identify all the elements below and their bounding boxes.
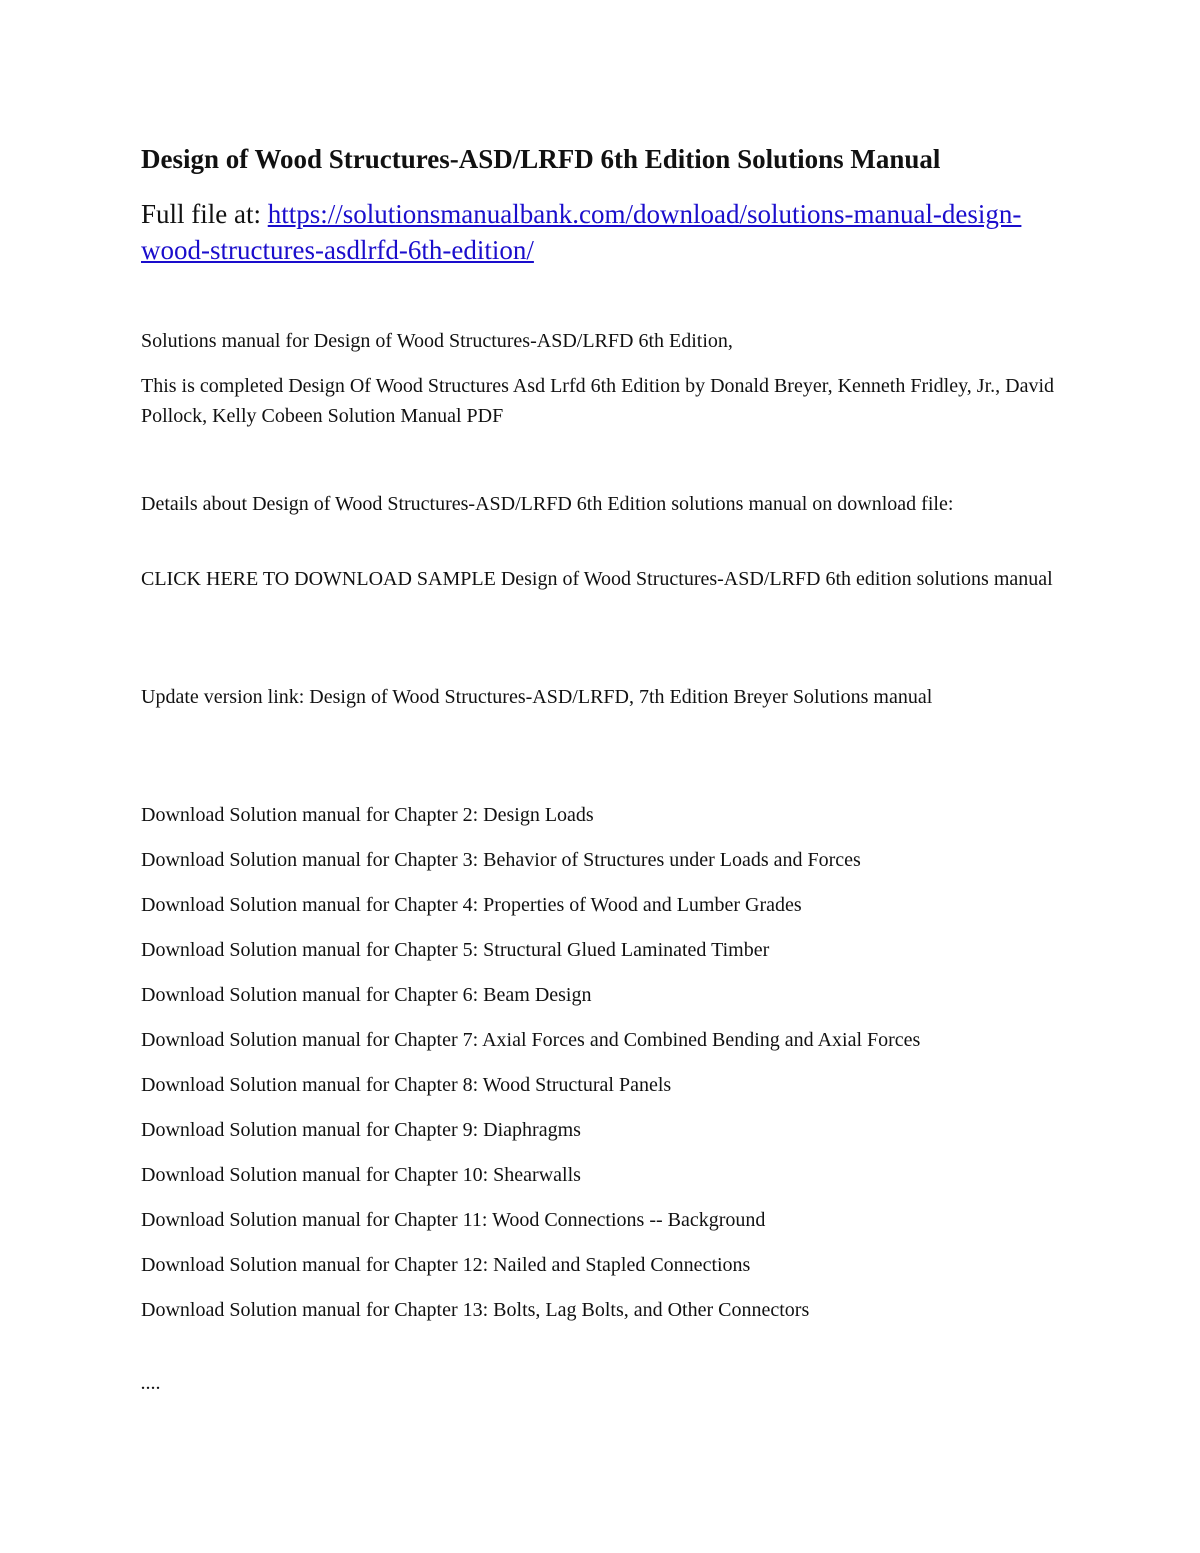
- chapter-link[interactable]: Download Solution manual for Chapter 5: Structural Glued Laminated Timber: [141, 939, 770, 961]
- chapter-link[interactable]: Download Solution manual for Chapter 7: Axial Forces and Combined Bending and Axial Forces: [141, 1029, 921, 1051]
- chapter-link[interactable]: Download Solution manual for Chapter 8: Wood Structural Panels: [141, 1074, 672, 1096]
- chapter-link[interactable]: Download Solution manual for Chapter 9: Diaphragms: [141, 1119, 581, 1141]
- completed-paragraph: This is completed Design Of Wood Structures Asd Lrfd 6th Edition by Donald Breyer, Kenneth Fridley, Jr., David Pollock, Kelly Cobeen Solution Manual PDF: [141, 375, 1055, 427]
- details-paragraph: Details about Design of Wood Structures-ASD/LRFD 6th Edition solutions manual on download file:: [141, 493, 954, 515]
- chapter-list: [141, 800, 1071, 1340]
- full-file-label: Full file at:: [141, 199, 268, 229]
- chapter-link[interactable]: Download Solution manual for Chapter 12: Nailed and Stapled Connections: [141, 1254, 751, 1276]
- download-sample-link[interactable]: CLICK HERE TO DOWNLOAD SAMPLE Design of Wood Structures-ASD/LRFD 6th edition solutions manual: [141, 568, 1053, 590]
- chapter-link[interactable]: Download Solution manual for Chapter 3: Behavior of Structures under Loads and Forces: [141, 849, 861, 871]
- chapter-link[interactable]: Download Solution manual for Chapter 2: Design Loads: [141, 804, 594, 826]
- intro-paragraph: Solutions manual for Design of Wood Structures-ASD/LRFD 6th Edition,: [141, 330, 733, 352]
- full-file-link[interactable]: https://solutionsmanualbank.com/download/solutions-manual-design-wood-structures-asdlrfd-6th-edition/: [141, 199, 1022, 265]
- chapter-link[interactable]: Download Solution manual for Chapter 11: Wood Connections -- Background: [141, 1209, 766, 1231]
- full-file-line: [141, 196, 1041, 268]
- update-version-link[interactable]: Update version link: Design of Wood Structures-ASD/LRFD, 7th Edition Breyer Solutions manual: [141, 686, 933, 708]
- document-title: Design of Wood Structures-ASD/LRFD 6th Edition Solutions Manual: [141, 144, 941, 174]
- chapter-link[interactable]: Download Solution manual for Chapter 13: Bolts, Lag Bolts, and Other Connectors: [141, 1299, 810, 1321]
- chapter-link[interactable]: Download Solution manual for Chapter 6: Beam Design: [141, 984, 592, 1006]
- continuation-ellipsis: ....: [141, 1372, 161, 1394]
- chapter-link[interactable]: Download Solution manual for Chapter 4: Properties of Wood and Lumber Grades: [141, 894, 802, 916]
- chapter-link[interactable]: Download Solution manual for Chapter 10: Shearwalls: [141, 1164, 581, 1186]
